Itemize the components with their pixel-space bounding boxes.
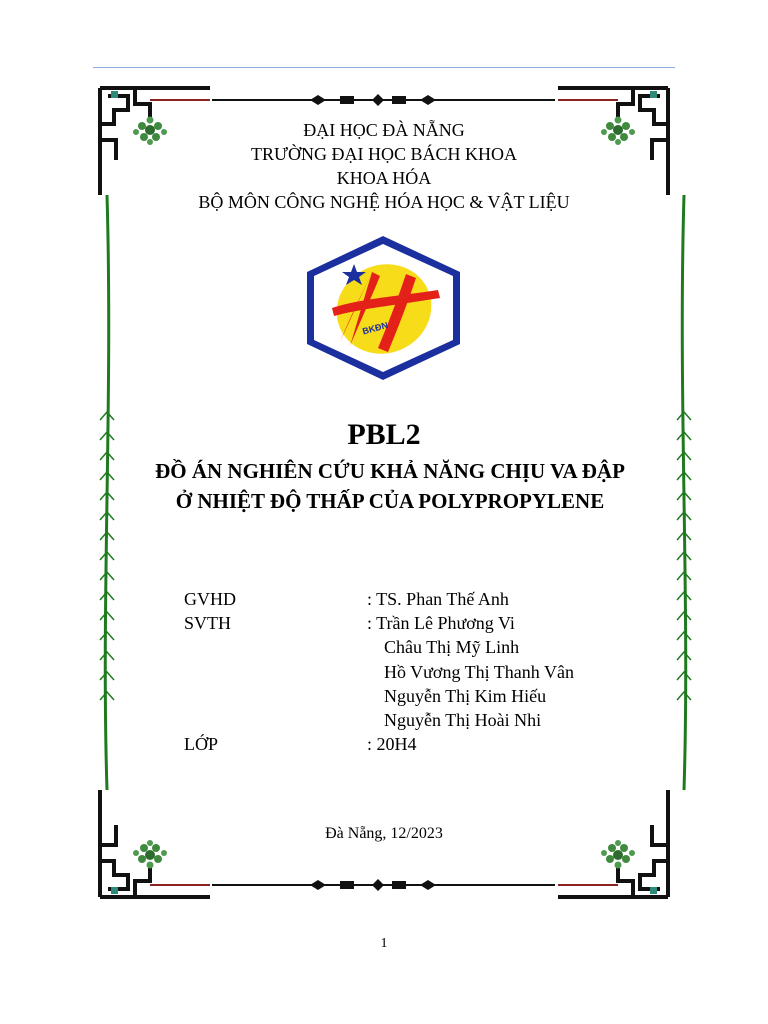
department-name: BỘ MÔN CÔNG NGHỆ HÓA HỌC & VẬT LIỆU [198, 192, 570, 212]
advisor-row [184, 587, 574, 611]
advisor-label: GVHD [184, 589, 236, 609]
project-code: PBL2 [347, 418, 421, 451]
class-label: LỚP [184, 734, 219, 755]
students-label: SVTH [184, 613, 232, 634]
project-title-line-2: Ở NHIỆT ĐỘ THẤP CỦA POLYPROPYLENE [175, 489, 605, 513]
advisor-value: : TS. Phan Thế Anh [367, 589, 509, 609]
class-row [184, 732, 574, 756]
student-name: : Trần Lê Phương Vi [367, 613, 515, 634]
students-row [184, 611, 574, 635]
institution-header [0, 118, 768, 214]
faculty-name: KHOA HÓA [336, 168, 432, 188]
logo-text: BKĐN [361, 319, 390, 337]
project-info [184, 587, 574, 756]
university-logo [302, 232, 465, 382]
corner-bottom-left [100, 790, 210, 897]
school-name: TRƯỜNG ĐẠI HỌC BÁCH KHOA [251, 144, 517, 164]
student-name: Châu Thị Mỹ Linh [384, 637, 520, 658]
student-name: Hồ Vương Thị Thanh Vân [384, 661, 574, 682]
university-name: ĐẠI HỌC ĐÀ NẴNG [303, 120, 465, 140]
project-title [100, 456, 680, 516]
student-name: Nguyễn Thị Hoài Nhi [384, 710, 542, 731]
class-value: : 20H4 [367, 734, 417, 755]
place-date: Đà Nẵng, 12/2023 [325, 825, 443, 842]
student-name: Nguyễn Thị Kim Hiếu [384, 685, 547, 706]
corner-bottom-right [558, 790, 668, 897]
project-title-line-1: ĐỒ ÁN NGHIÊN CỨU KHẢ NĂNG CHỊU VA ĐẬP [155, 459, 625, 483]
top-ornament [212, 94, 555, 106]
bottom-ornament [212, 879, 555, 891]
page-number: 1 [380, 936, 388, 951]
